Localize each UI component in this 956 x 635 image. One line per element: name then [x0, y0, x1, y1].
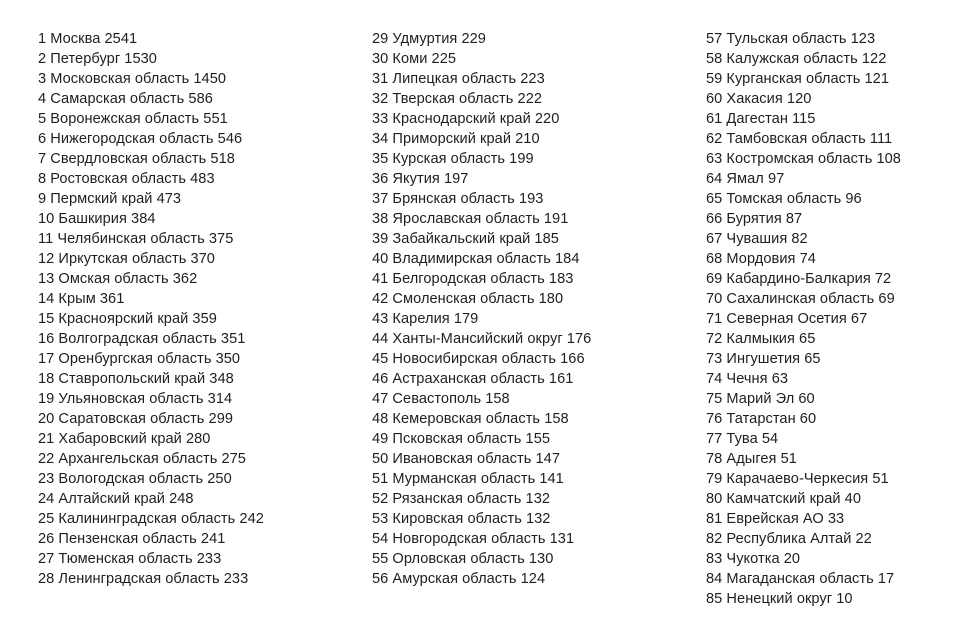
region-entry: 5 Воронежская область 551: [38, 111, 228, 127]
region-entry: 18 Ставропольский край 348: [38, 371, 234, 387]
region-entry: 38 Ярославская область 191: [372, 211, 569, 227]
region-entry: 14 Крым 361: [38, 291, 125, 307]
region-entry: 6 Нижегородская область 546: [38, 131, 243, 147]
region-entry: 68 Мордовия 74: [706, 251, 816, 267]
region-entry: 32 Тверская область 222: [372, 91, 543, 107]
region-entry: 77 Тува 54: [706, 431, 779, 447]
region-entry: 85 Ненецкий округ 10: [706, 591, 853, 607]
region-entry: 57 Тульская область 123: [706, 31, 876, 47]
region-entry: 21 Хабаровский край 280: [38, 431, 211, 447]
region-entry: 60 Хакасия 120: [706, 91, 812, 107]
region-entry: 73 Ингушетия 65: [706, 351, 821, 367]
region-entry: 78 Адыгея 51: [706, 451, 797, 467]
region-entry: 23 Вологодская область 250: [38, 471, 232, 487]
region-entry: 51 Мурманская область 141: [372, 471, 564, 487]
region-entry: 10 Башкирия 384: [38, 211, 156, 227]
region-entry: 34 Приморский край 210: [372, 131, 540, 147]
region-entry: 8 Ростовская область 483: [38, 171, 215, 187]
region-entry: 70 Сахалинская область 69: [706, 291, 895, 307]
region-entry: 17 Оренбургская область 350: [38, 351, 241, 367]
region-entry: 79 Карачаево-Черкесия 51: [706, 471, 889, 487]
region-entry: 15 Красноярский край 359: [38, 311, 217, 327]
region-entry: 67 Чувашия 82: [706, 231, 808, 247]
region-entry: 62 Тамбовская область 111: [706, 131, 893, 147]
region-entry: 31 Липецкая область 223: [372, 71, 545, 87]
region-entry: 11 Челябинская область 375: [38, 231, 234, 247]
region-entry: 83 Чукотка 20: [706, 551, 801, 567]
region-entry: 19 Ульяновская область 314: [38, 391, 233, 407]
region-entry: 65 Томская область 96: [706, 191, 862, 207]
region-entry: 7 Свердловская область 518: [38, 151, 235, 167]
region-entry: 43 Карелия 179: [372, 311, 479, 327]
region-entry: 2 Петербург 1530: [38, 51, 157, 67]
region-entry: 39 Забайкальский край 185: [372, 231, 559, 247]
region-entry: 84 Магаданская область 17: [706, 571, 895, 587]
region-entry: 58 Калужская область 122: [706, 51, 887, 67]
region-entry: 16 Волгоградская область 351: [38, 331, 246, 347]
region-entry: 33 Краснодарский край 220: [372, 111, 560, 127]
region-entry: 76 Татарстан 60: [706, 411, 817, 427]
region-entry: 54 Новгородская область 131: [372, 531, 575, 547]
region-entry: 56 Амурская область 124: [372, 571, 546, 587]
region-entry: 71 Северная Осетия 67: [706, 311, 868, 327]
region-entry: 72 Калмыкия 65: [706, 331, 816, 347]
region-entry: 30 Коми 225: [372, 51, 457, 67]
region-entry: 1 Москва 2541: [38, 31, 138, 47]
region-entry: 37 Брянская область 193: [372, 191, 544, 207]
region-entry: 25 Калининградская область 242: [38, 511, 264, 527]
region-entry: 66 Бурятия 87: [706, 211, 803, 227]
region-entry: 80 Камчатский край 40: [706, 491, 862, 507]
region-entry: 41 Белгородская область 183: [372, 271, 574, 287]
region-entry: 42 Смоленская область 180: [372, 291, 564, 307]
region-entry: 22 Архангельская область 275: [38, 451, 246, 467]
region-entry: 44 Ханты-Мансийский округ 176: [372, 331, 592, 347]
region-entry: 69 Кабардино-Балкария 72: [706, 271, 892, 287]
region-entry: 53 Кировская область 132: [372, 511, 551, 527]
region-entry: 35 Курская область 199: [372, 151, 534, 167]
region-entry: 55 Орловская область 130: [372, 551, 554, 567]
region-entry: 36 Якутия 197: [372, 171, 469, 187]
ranking-column-1: [38, 29, 264, 589]
region-entry: 48 Кемеровская область 158: [372, 411, 569, 427]
region-entry: 40 Владимирская область 184: [372, 251, 580, 267]
region-entry: 47 Севастополь 158: [372, 391, 510, 407]
region-entry: 61 Дагестан 115: [706, 111, 816, 127]
region-entry: 24 Алтайский край 248: [38, 491, 194, 507]
region-entry: 63 Костромская область 108: [706, 151, 901, 167]
region-entry: 4 Самарская область 586: [38, 91, 213, 107]
region-entry: 46 Астраханская область 161: [372, 371, 574, 387]
region-entry: 49 Псковская область 155: [372, 431, 551, 447]
region-entry: 3 Московская область 1450: [38, 71, 227, 87]
region-entry: 64 Ямал 97: [706, 171, 785, 187]
region-entry: 20 Саратовская область 299: [38, 411, 234, 427]
region-entry: 12 Иркутская область 370: [38, 251, 215, 267]
region-entry: 52 Рязанская область 132: [372, 491, 551, 507]
region-entry: 29 Удмуртия 229: [372, 31, 486, 47]
region-entry: 82 Республика Алтай 22: [706, 531, 872, 547]
region-entry: 74 Чечня 63: [706, 371, 789, 387]
region-entry: 59 Курганская область 121: [706, 71, 889, 87]
region-entry: 26 Пензенская область 241: [38, 531, 226, 547]
ranking-column-3: [706, 29, 901, 609]
region-entry: 13 Омская область 362: [38, 271, 198, 287]
region-entry: 28 Ленинградская область 233: [38, 571, 249, 587]
region-entry: 27 Тюменская область 233: [38, 551, 222, 567]
region-entry: 45 Новосибирская область 166: [372, 351, 585, 367]
region-entry: 9 Пермский край 473: [38, 191, 182, 207]
region-entry: 81 Еврейская АО 33: [706, 511, 845, 527]
ranking-column-2: [372, 29, 591, 589]
region-entry: 75 Марий Эл 60: [706, 391, 815, 407]
region-entry: 50 Ивановская область 147: [372, 451, 561, 467]
